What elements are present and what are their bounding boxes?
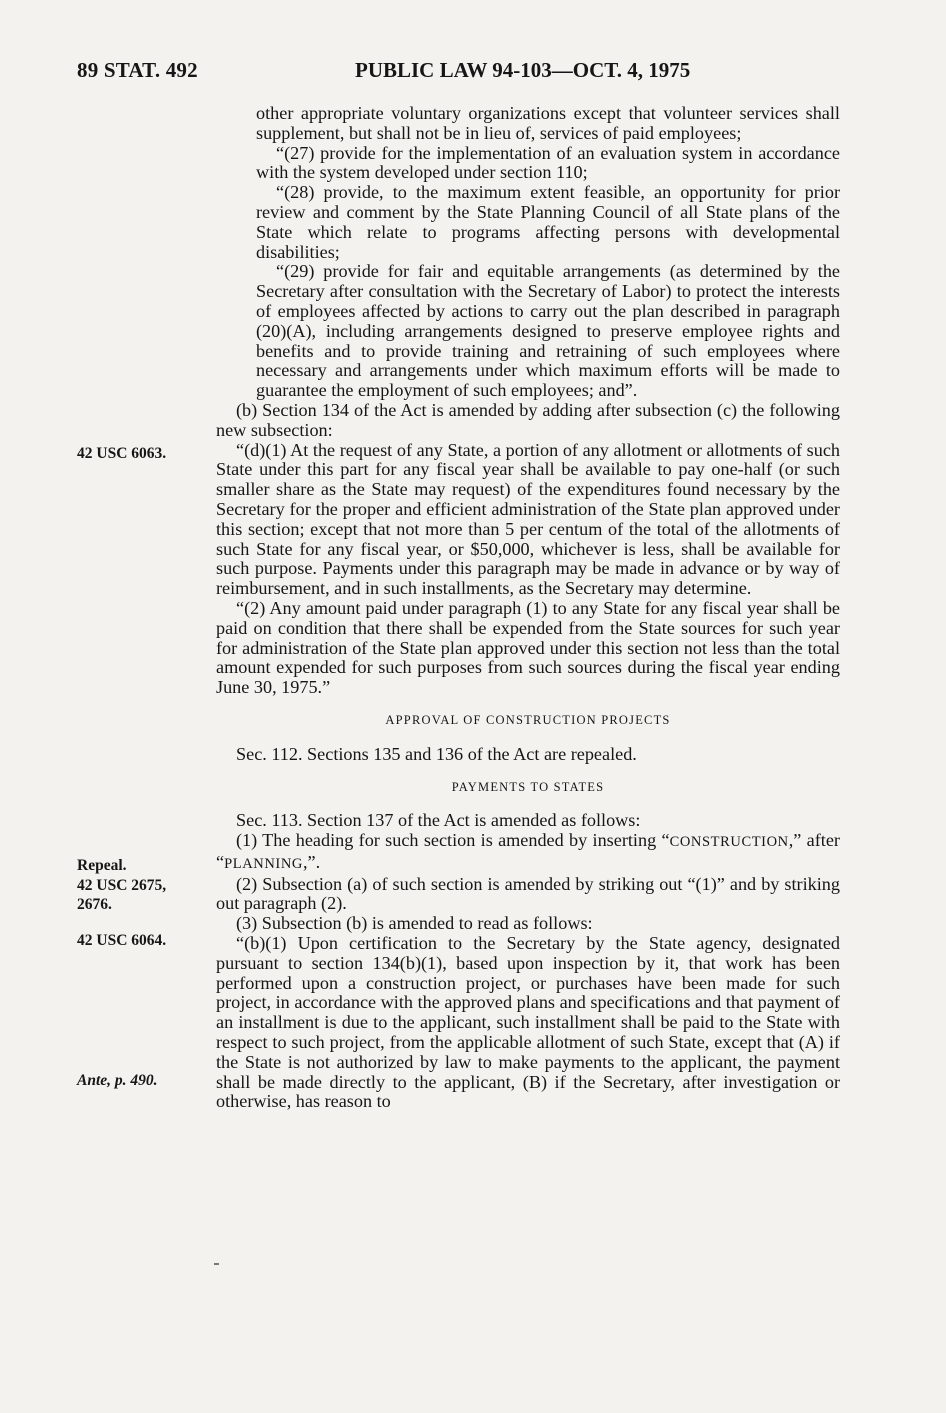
paragraph-29: “(29) provide for fair and equitable arrangements (as determined by the Secretary after consultation with the Secretary of Labor) to protect the interests of employees affected by actions to carry out the plan described in paragraph (20)(A), including arrangements designed to preserve employee rights and benefits and to provide training and retraining of such employees where necessary and arrangements under which maximum efforts will be made to guarantee the employment of such employees; and”. xyxy=(256,261,840,401)
paragraph-section-134: (b) Section 134 of the Act is amended by adding after subsection (c) the following new subsection: xyxy=(216,399,840,440)
paragraph-27: “(27) provide for the implementation of an evaluation system in accordance with the system developed under section 110; xyxy=(256,142,840,183)
paragraph-sec-113: Sec. 113. Section 137 of the Act is amended as follows: xyxy=(236,810,641,831)
paragraph-d2: “(2) Any amount paid under paragraph (1) to any State for any fiscal year shall be paid on condition that there shall be expended from the State sources for such year for administration of the State plan approved under this section not less than the total amount expended for such purposes from such sources during the fiscal year ending June 30, 1975.” xyxy=(216,597,840,698)
paragraph-113-3: (3) Subsection (b) is amended to read as follows: xyxy=(236,913,593,934)
small-caps-planning: PLANNING xyxy=(224,855,303,872)
paragraph-d1: “(d)(1) At the request of any State, a portion of any allotment or allotments of such State under this part for any fiscal year shall be available to pay one-half (or such smaller share as the State may request) of the expenditures found necessary by the Secretary for the proper and efficient administration of the State plan approved under this section; except that not more than 5 per centum of the total of the allotments of such State for any fiscal year, or $50,000, whichever is less, shall be available for such purpose. Payments under this paragraph may be made in advance or by way of reimbursement, and in such installments, as the Secretary may determine. xyxy=(216,439,840,599)
body-text xyxy=(216,103,840,1112)
margin-note-usc-2675: 42 USC 2675, xyxy=(77,877,167,894)
heading-approval-construction: APPROVAL OF CONSTRUCTION PROJECTS xyxy=(385,712,671,727)
page-title: PUBLIC LAW 94-103—OCT. 4, 1975 xyxy=(355,58,691,82)
small-caps-construction: CONSTRUCTION xyxy=(669,834,789,851)
margin-note-repeal: Repeal. xyxy=(77,857,127,874)
text-run: ,”. xyxy=(303,851,321,872)
paragraph-113-1 xyxy=(216,831,840,875)
margin-note-ante: Ante, p. 490. xyxy=(77,1072,158,1089)
statute-page-reference: 89 STAT. 492 xyxy=(77,58,198,82)
paragraph-sec-112: Sec. 112. Sections 135 and 136 of the Act are repealed. xyxy=(236,743,637,764)
paragraph-continuation: other appropriate voluntary organizations except that volunteer services shall supplement, but shall not be in lieu of, services of paid employees; xyxy=(256,103,840,143)
paragraph-113-2: (2) Subsection (a) of such section is amended by striking out “(1)” and by striking out paragraph (2). xyxy=(216,873,840,914)
paragraph-28: “(28) provide, to the maximum extent feasible, an opportunity for prior review and comment by the State Planning Council of all State plans of the State which relate to programs affecting persons with developmental disabilities; xyxy=(256,182,840,262)
paragraph-b1: “(b)(1) Upon certification to the Secretary by the State agency, designated pursuant to section 134(b)(1), based upon inspection by it, that work has been performed upon a construction project, or purchases have been made for such project, in accordance with the approved plans and specifications and that payment of an installment is due to the applicant, such installment shall be paid to the State with respect to such project, from the applicable allotment of such State, except that (A) if the State is not authorized by law to make payments to the applicant, the payment shall be made directly to the applicant, (B) if the Secretary, after investigation or otherwise, has reason to xyxy=(216,933,840,1112)
page-mark xyxy=(214,1263,219,1265)
margin-note-usc-6064: 42 USC 6064. xyxy=(77,932,167,949)
heading-payments-to-states: PAYMENTS TO STATES xyxy=(451,779,605,794)
margin-note-usc-2676: 2676. xyxy=(77,896,112,913)
text-run: (1) The heading for such section is amended by inserting “ xyxy=(236,830,670,851)
text-run: ,” after “ xyxy=(216,830,840,872)
margin-note-usc-6063: 42 USC 6063. xyxy=(77,445,167,462)
